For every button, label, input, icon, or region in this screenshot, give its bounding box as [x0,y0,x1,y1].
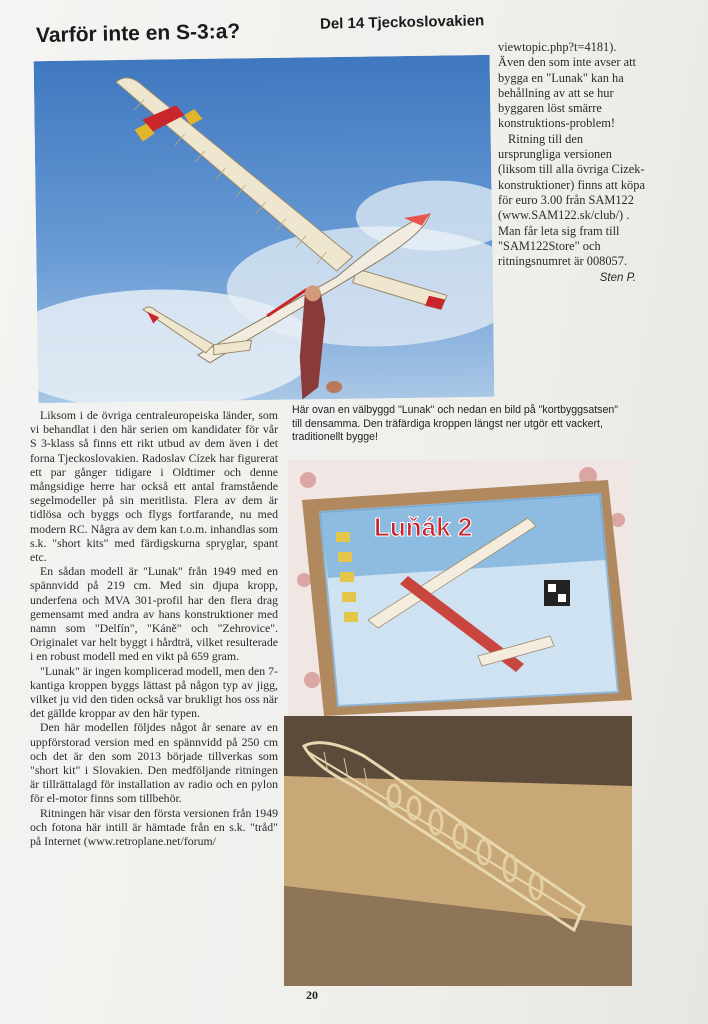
author-signature: Sten P. [599,272,636,285]
kit-box-photo [288,460,634,718]
page-number: 20 [306,988,318,1002]
body-text-column [30,408,278,848]
fuselage-photo [284,716,632,986]
sidebar-text-column [498,40,646,287]
sidebar-paragraph: viewtopic.php?t=4181). Även den som inte avser att bygga en "Lunak" kan ha behållning av att se hur byggaren löst smärre konstruktions-problem! [498,40,636,131]
article-subtitle: Del 14 Tjeckoslovakien [319,12,485,33]
glider-photo [34,55,495,403]
article-title: Varför inte en S-3:a? [35,19,241,48]
photo-caption: Här ovan en välbyggd "Lunak" och nedan en bild på "kortbyggsatsen" till densamma. Den träfärdiga kroppen längst ner utgör ett vackert, traditionellt bygge! [292,404,619,443]
kit-box-brand: Luňák 2 [374,512,473,542]
body-paragraph: Liksom i de övriga centraleuropeiska länder, som vi behandlat i den här serien om kandidater för vår S 3-klass så finns ett rikt utbud av dem även i det forna Tjeckoslovakien. Radoslav Cízek har figurerat ett par gånger tidigare i Oldtimer och denne mångsidige herre har också ett antal framstående segelmodeller på sin meritlista. Flera av dem är tidlösa och byggs och flygs fortfarande, nu med modern RC. Några av dem kan t.o.m. inhandlas som s.k. "short kits" med färdigskurna spryglar, spant etc. [30,408,278,565]
body-paragraph: "Lunak" är ingen komplicerad modell, men den 7-kantiga kroppen byggs lättast på någon typ av jigg, vilket ju vid den tiden också var brukligt hos oss när det gällde kroppar av den här typen. [30,663,278,721]
body-paragraph: Den här modellen följdes något år senare av en uppförstorad version med en spännvidd på 250 cm och det är den som 2013 började tillverkas som "short kit" i Slovakien. Den medföljande ritningen är tillrättalagd för installation av radio och en pylon för el-motor finns som tillbehör. [30,720,278,806]
body-paragraph: En sådan modell är "Lunak" från 1949 med en spännvidd på 219 cm. Med sin djupa kropp, underfena och MVA 301-profil har den flera drag gemensamt med andra av hans konstruktioner med namn som "Delfín", "Káně" och "Zehrovice". Originalet var helt byggt i hårdträ, vilket resulterade i en robust modell med en vikt på 659 gram. [30,564,278,664]
body-paragraph: Ritningen här visar den första versionen från 1949 och fotona här intill är hämtade från en s.k. "tråd" på Internet (www.retroplane.net/forum/ [30,805,278,849]
sidebar-paragraph: Ritning till den ursprungliga versionen (liksom till alla övriga Cizek-konstruktioner) finns att köpa för euro 3.00 från SAM122 (www.SAM122.sk/club/) . Man får leta sig fram till "SAM122Store" och ritningsnumret är 008057. [498,131,645,269]
